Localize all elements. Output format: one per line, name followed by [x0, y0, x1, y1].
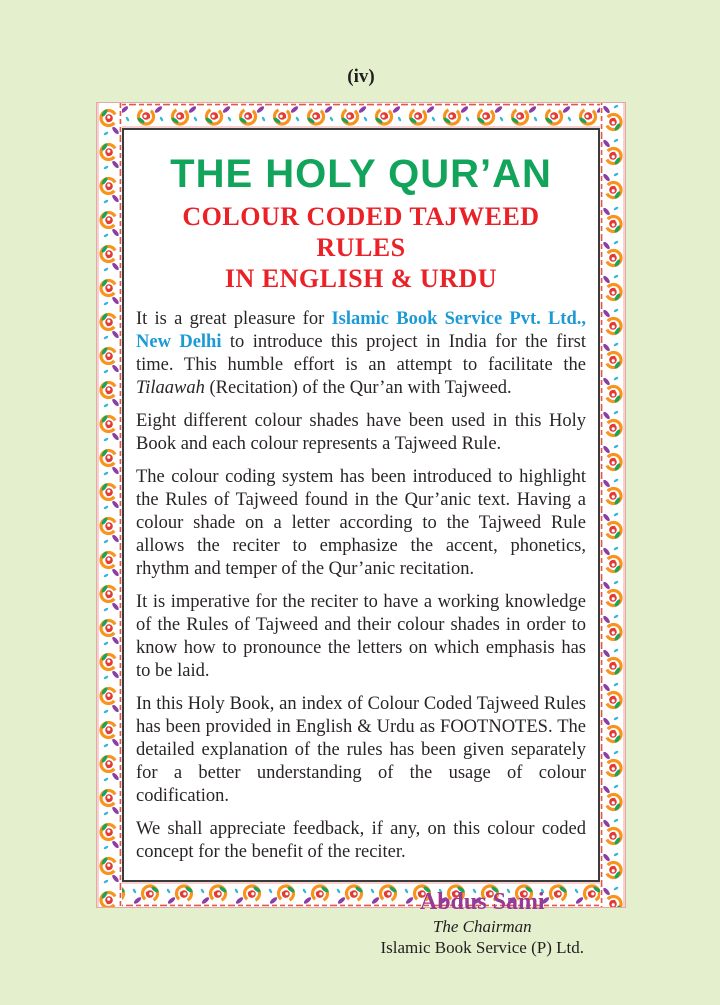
subtitle-line-1: COLOUR CODED TAJWEED RULES [182, 202, 540, 262]
text-segment: It is a great pleasure for [136, 309, 332, 329]
paragraph [136, 308, 586, 400]
subtitle-line-2: IN ENGLISH & URDU [224, 264, 498, 293]
content-panel [122, 128, 600, 957]
signatory-name: Abdus Sami [419, 889, 545, 915]
paragraph [136, 466, 586, 581]
text-segment: (Recitation) of the Qur’an with Tajweed. [204, 378, 512, 398]
paragraph [136, 818, 586, 864]
signatory-title: The Chairman [432, 917, 532, 936]
text-segment: to introduce this project in India for the first time. This humble effort is an attempt to facilitate the [136, 332, 586, 375]
ornamental-border-frame [97, 103, 625, 957]
text-segment: It is imperative for the reciter to have a working knowledge of the Rules of Tajweed and their colour shades in order to know how to pronounce the letters on which emphasis has to be laid. [136, 592, 586, 681]
ornament-top-border [97, 103, 625, 128]
preface-paragraphs [136, 308, 586, 864]
text-segment: The colour coding system has been introduced to highlight the Rules of Tajweed found in the Qur’anic text. Having a colour shade on a letter according to the Tajweed Rule allows the reciter to emphasize the accent, phonetics, rhythm and temper of the Qur’anic recitation. [136, 467, 586, 579]
page-number: (iv) [347, 66, 375, 87]
ornament-right-border [600, 103, 625, 907]
signatory-company: Islamic Book Service (P) Ltd. [380, 938, 584, 957]
text-segment: Tilaawah [136, 378, 205, 398]
signature-block [381, 888, 585, 958]
text-segment: We shall appreciate feedback, if any, on this colour coded concept for the benefit of the reciter. [136, 819, 586, 862]
ornament-left-border [97, 103, 122, 907]
text-segment: Eight different colour shades have been used in this Holy Book and each colour represents a Tajweed Rule. [136, 411, 586, 454]
book-title: THE HOLY QUR’AN [170, 152, 552, 196]
paragraph [136, 693, 586, 808]
paragraph [136, 591, 586, 683]
paragraph [136, 410, 586, 456]
text-segment: Islamic Book Service Pvt. Ltd., New Delhi [136, 309, 587, 352]
text-segment: In this Holy Book, an index of Colour Coded Tajweed Rules has been provided in English & Urdu as FOOTNOTES. The detailed explanation of the rules has been given separately for a better understanding of the usage of colour codification. [136, 694, 586, 806]
book-subtitle [136, 201, 586, 294]
